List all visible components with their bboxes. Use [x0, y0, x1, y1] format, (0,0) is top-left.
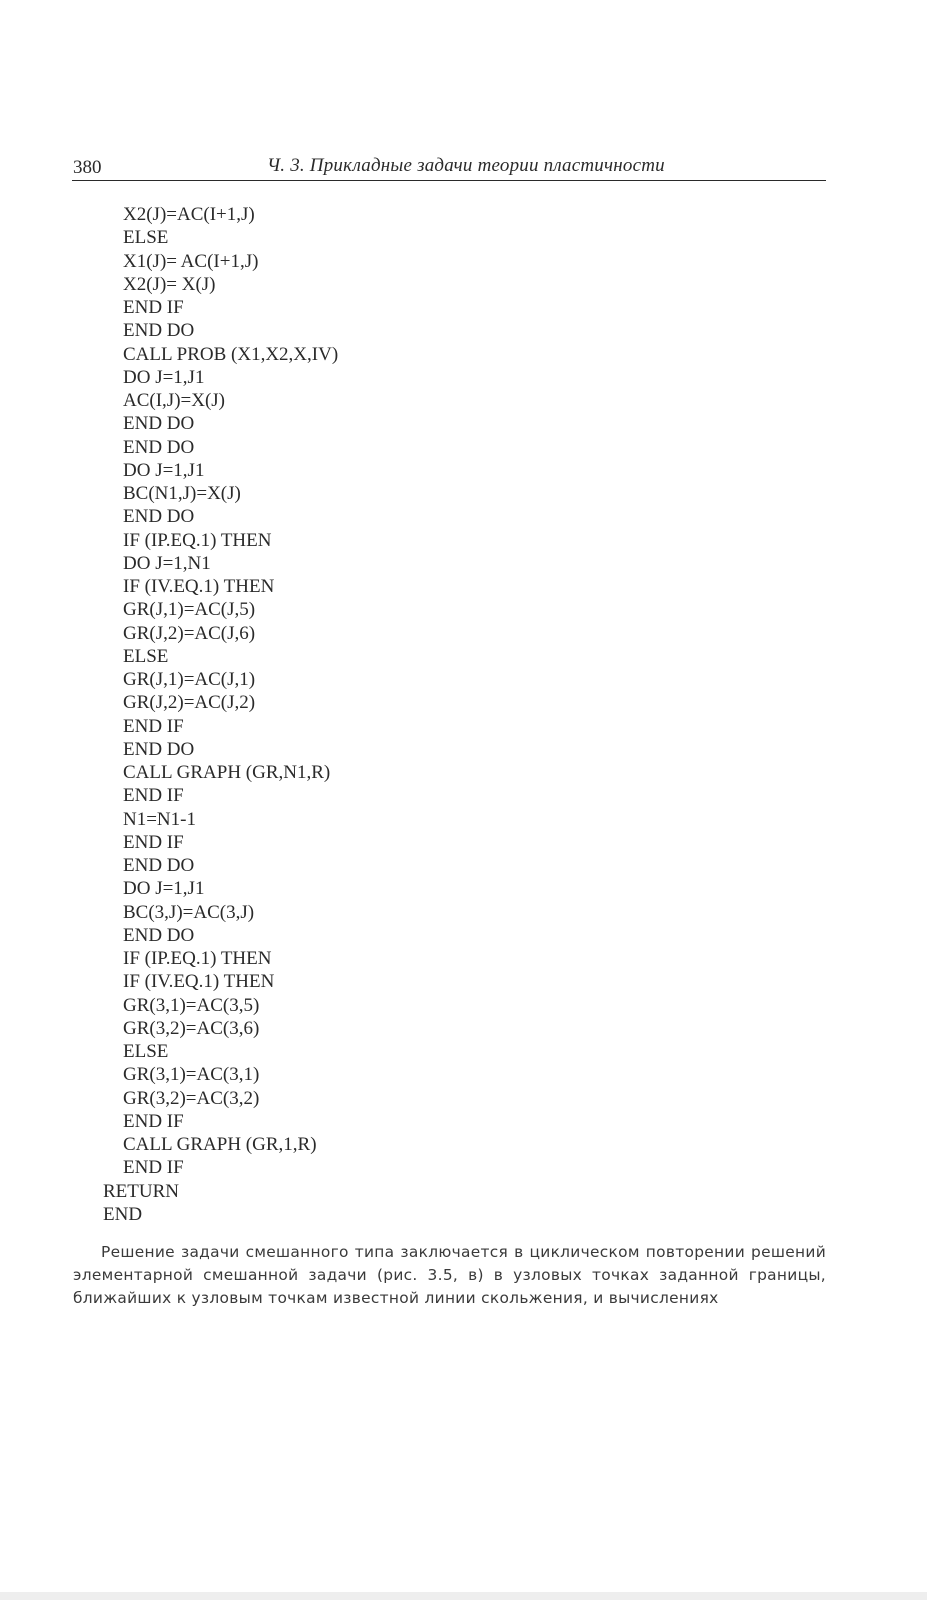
code-line: END DO: [123, 506, 195, 528]
code-line: DO J=1,J1: [123, 366, 205, 388]
code-line: BC(N1,J)=X(J): [123, 483, 241, 504]
code-line: END DO: [123, 436, 195, 458]
code-line: END DO: [123, 320, 195, 342]
code-line: IF (IP.EQ.1) THEN: [123, 529, 272, 551]
code-line: IF (IP.EQ.1) THEN: [123, 948, 272, 969]
code-line: AC(I,J)=X(J): [123, 390, 226, 411]
code-line: ELSE: [123, 1041, 169, 1062]
code-line: CALL GRAPH (GR,1,R): [123, 1134, 317, 1155]
code-line: END IF: [123, 1157, 184, 1179]
code-line: DO J=1,J1: [123, 459, 205, 481]
code-line: GR(J,1)=AC(J,1): [123, 669, 256, 690]
code-line: END DO: [123, 738, 195, 760]
code-line: END DO: [123, 924, 195, 946]
code-line: ELSE: [123, 227, 169, 249]
code-line: END IF: [123, 831, 184, 853]
code-listing: [0, 203, 338, 1226]
code-line: DO J=1,N1: [123, 552, 211, 574]
code-line: N1=N1-1: [123, 808, 196, 830]
code-line: GR(J,2)=AC(J,6): [123, 622, 256, 644]
code-line: RETURN: [103, 1180, 179, 1202]
code-line: X2(J)=AC(I+1,J): [123, 204, 255, 225]
code-line: END IF: [123, 1110, 184, 1132]
code-line: DO J=1,J1: [123, 878, 205, 900]
page-number: 380: [73, 157, 102, 178]
code-line: CALL GRAPH (GR,N1,R): [123, 762, 331, 783]
code-line: X1(J)= AC(I+1,J): [123, 250, 259, 272]
header-rule: [72, 180, 826, 181]
code-line: IF (IV.EQ.1) THEN: [123, 576, 275, 597]
code-line: X2(J)= X(J): [123, 273, 216, 295]
code-line: END IF: [123, 715, 184, 737]
code-line: END IF: [123, 785, 184, 807]
code-line: IF (IV.EQ.1) THEN: [123, 971, 275, 993]
code-line: END DO: [123, 855, 195, 876]
code-line: BC(3,J)=AC(3,J): [123, 901, 255, 923]
code-line: GR(3,1)=AC(3,5): [123, 994, 260, 1016]
code-line: END: [103, 1203, 143, 1225]
code-line: GR(3,2)=AC(3,2): [123, 1087, 260, 1109]
code-line: GR(3,1)=AC(3,1): [123, 1064, 260, 1086]
code-line: GR(3,2)=AC(3,6): [123, 1017, 260, 1039]
scan-bottom-edge: [0, 1592, 927, 1600]
code-line: CALL PROB (X1,X2,X,IV): [123, 343, 339, 365]
code-line: GR(J,2)=AC(J,2): [123, 692, 256, 714]
code-line: GR(J,1)=AC(J,5): [123, 599, 256, 621]
body-paragraph: Решение задачи смешанного типа заключается в циклическом повторении решений элементарной смешанной задачи (рис. 3.5, в) в узловых точках заданной границы, ближайших к узловым точкам известной линии скольжения, и вычислениях: [73, 1243, 826, 1307]
code-line: ELSE: [123, 645, 169, 667]
code-line: END DO: [123, 413, 195, 435]
code-line: END IF: [123, 297, 184, 318]
running-head: Ч. 3. Прикладные задачи теории пластичности: [267, 155, 665, 176]
